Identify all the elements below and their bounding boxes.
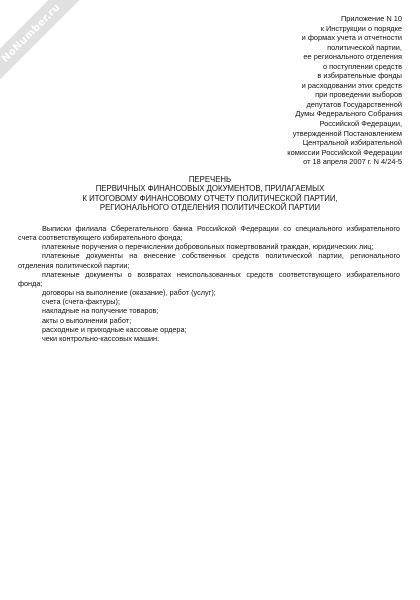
approval-line: в избирательные фонды: [317, 71, 402, 81]
sub-list-item: акты о выполнении работ;: [42, 315, 132, 325]
approval-block: [232, 14, 402, 167]
approval-line: Думы Федерального Собрания: [295, 109, 402, 119]
approval-line: комиссии Российской Федерации: [287, 147, 402, 157]
approval-line: Приложение N 10: [340, 14, 402, 23]
approval-line: и формах учета и отчетности: [301, 33, 402, 43]
list-item: платежные поручения о перечислении добровольных пожертвований граждан, юридических лиц;: [42, 242, 374, 252]
list-item: Выписки филиала Сберегательного банка Российской Федерации со специального избирательного счета соответствующего избирательного фонда;: [18, 224, 400, 243]
title-line: ПЕРЕЧЕНЬ: [188, 175, 232, 184]
list-item: платежные документы на внесение собственных средств политической партии, регионального отделения политической партии;: [18, 251, 400, 270]
approval-line: о поступлении средств: [322, 61, 402, 71]
title-line: РЕГИОНАЛЬНОГО ОТДЕЛЕНИЯ ПОЛИТИЧЕСКОЙ ПАРТИИ: [99, 203, 321, 213]
title-line: ПЕРВИЧНЫХ ФИНАНСОВЫХ ДОКУМЕНТОВ, ПРИЛАГАЕМЫХ: [95, 184, 325, 194]
sub-list-item: договоры на выполнение (оказание), работ (услуг);: [42, 288, 216, 298]
approval-line: при проведении выборов: [315, 90, 402, 100]
sub-list-item: чеки контрольно-кассовых машин.: [42, 333, 160, 343]
watermark-ribbon: [0, 0, 99, 101]
list-item: платежные документы о возвратах неиспользованных средств соответствующего избирательного фонда;: [18, 269, 400, 288]
approval-line: и расходовании этих средств: [301, 80, 402, 90]
document-title: [20, 175, 400, 213]
sub-list-item: расходные и приходные кассовые ордера;: [42, 324, 187, 334]
watermark-text: NoNumber.ru: [0, 1, 63, 65]
approval-line: утвержденной Постановлением: [292, 128, 402, 138]
document-list: [18, 224, 400, 343]
approval-line: ее регионального отделения: [303, 52, 402, 62]
sub-list-item: накладные на получение товаров;: [42, 306, 159, 316]
approval-line: Центральной избирательной: [302, 138, 402, 148]
title-line: К ИТОГОВОМУ ФИНАНСОВОМУ ОТЧЕТУ ПОЛИТИЧЕСКОЙ ПАРТИИ,: [82, 193, 338, 203]
approval-line: от 18 апреля 2007 г. N 4/24-5: [303, 157, 402, 167]
sub-list-item: счета (счета-фактуры);: [42, 297, 120, 307]
approval-line: к Инструкции о порядке: [320, 23, 402, 33]
approval-line: Российской Федерации,: [319, 119, 402, 129]
approval-line: политической партии,: [327, 42, 402, 52]
approval-line: депутатов Государственной: [306, 99, 402, 109]
